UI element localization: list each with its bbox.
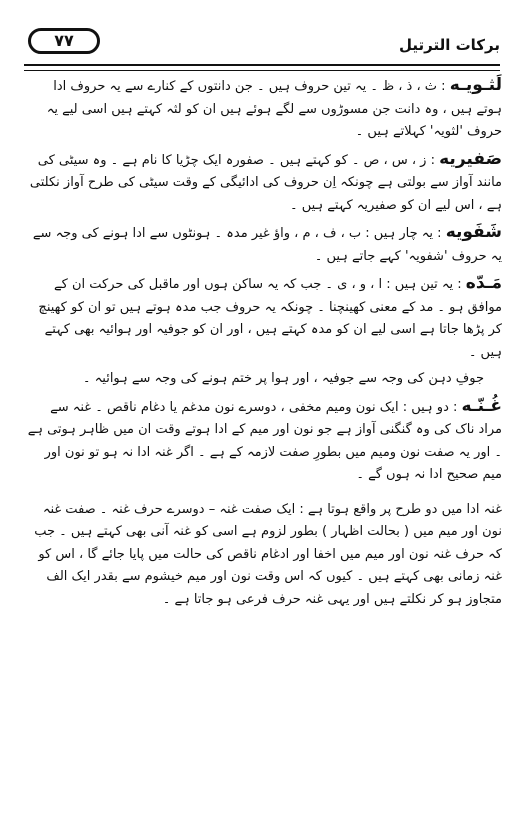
section-text: : دو ہیں : ایک نون ومیم مخفی ، دوسرے نون مدغم یا دغام ناقص ۔ غنہ سے مراد ناک کی وہ گنگنی آواز ہے جو نون اور میم کے ادا ہوتے وقت ان میں ظاہر ہوتی ہے ۔ اور یہ صفت نون ومیم میں بطورِ صفت لازمہ کے ہے ۔ اگر غنہ ادا نہ ہو تو نون اور میم صحیح ادا نہ ہوں گے ۔: [27, 399, 502, 482]
section-text: : یہ تین ہیں : ا ، و ، ی ۔ جب کہ یہ ساکن ہوں اور ماقبل کی حرکت ان کے موافق ہو ۔ مد کے معنی کھینچنا ۔ چونکہ یہ حروف جب مدہ ہوتے ہیں تو ان کو کھینچ کر پڑھا جاتا ہے اسی لیے ان کو مدہ کہتے ہیں ، اور ان کو جوفیہ اور ہوائیہ بھی کہتے ہیں ۔: [38, 277, 502, 360]
section-madda: [24, 272, 502, 364]
section-safiriya: [24, 148, 502, 218]
page-body: [24, 74, 502, 615]
section-term: لَثـویـه: [449, 75, 502, 95]
page-header: [24, 28, 500, 62]
section-term: شَفَویه: [445, 222, 502, 242]
section-madda-extra: جوفِ دہن کی وجہ سے جوفیہ ، اور ہوا پر ختم ہونے کی وجہ سے ہوائیہ ۔: [82, 371, 484, 386]
closing-paragraph: غنہ ادا میں دو طرح پر واقع ہوتا ہے : ایک صفت غنہ – دوسرے حرف غنہ ۔ صفت غنہ نون اور میم میں ( بحالت اظہار ) بطور لزوم ہے اسی کو غنہ آنی بھی کہتے ہیں ۔ جب کہ حرف غنہ نون اور میم میں اخفا اور ادغام ناقص کی حالت میں پایا جائے گا ، اس کو غنہ زمانی بھی کہتے ہیں ۔ کیوں کہ اس وقت نون اور میم خیشوم سے بقدر ایک الف متجاوز ہو کر نکلتے ہیں اور یہی غنہ حرف فرعی ہو جاتا ہے ۔: [34, 501, 502, 607]
section-text: : ز ، س ، ص ۔ کو کہتے ہیں ۔ صفورہ ایک چڑیا کا نام ہے ۔ وہ سیٹی کی مانند آواز سے بولتی ہے چونکہ اِن حروف کی ادائیگی کے وقت سیٹی کی طرح آواز نکلتی ہے ، اس لیے ان کو صفیریہ کہتے ہیں ۔: [29, 152, 502, 213]
header-divider: [24, 64, 500, 71]
section-ghunna: [24, 395, 502, 487]
section-term: صَفیریه: [439, 148, 502, 169]
section-term: مَـدّه: [465, 273, 502, 293]
section-lisawiya: [24, 74, 502, 144]
section-shafawiya: [24, 221, 502, 268]
page-number-badge: ۷۷: [28, 28, 100, 54]
section-text: : ث ، ذ ، ظ ۔ یہ تین حروف ہیں ۔ جن دانتوں کے کنارے سے یہ حروف ادا ہوتے ہیں ، وہ دانت جن مسوڑوں سے لگے ہوئے ہیں ان کو لثہ کہتے ہیں اسی لیے یہ حروف 'لثویہ' کہلاتے ہیں ۔: [46, 79, 502, 139]
section-text: : یہ چار ہیں : ب ، ف ، م ، واؤ غیر مدہ ۔ ہونٹوں سے ادا ہونے کی وجہ سے یہ حروف 'شفویہ' کہے جاتے ہیں ۔: [32, 226, 502, 264]
section-term: غُـنّـه: [461, 395, 502, 416]
book-title: برکات الترتیل: [399, 36, 500, 54]
